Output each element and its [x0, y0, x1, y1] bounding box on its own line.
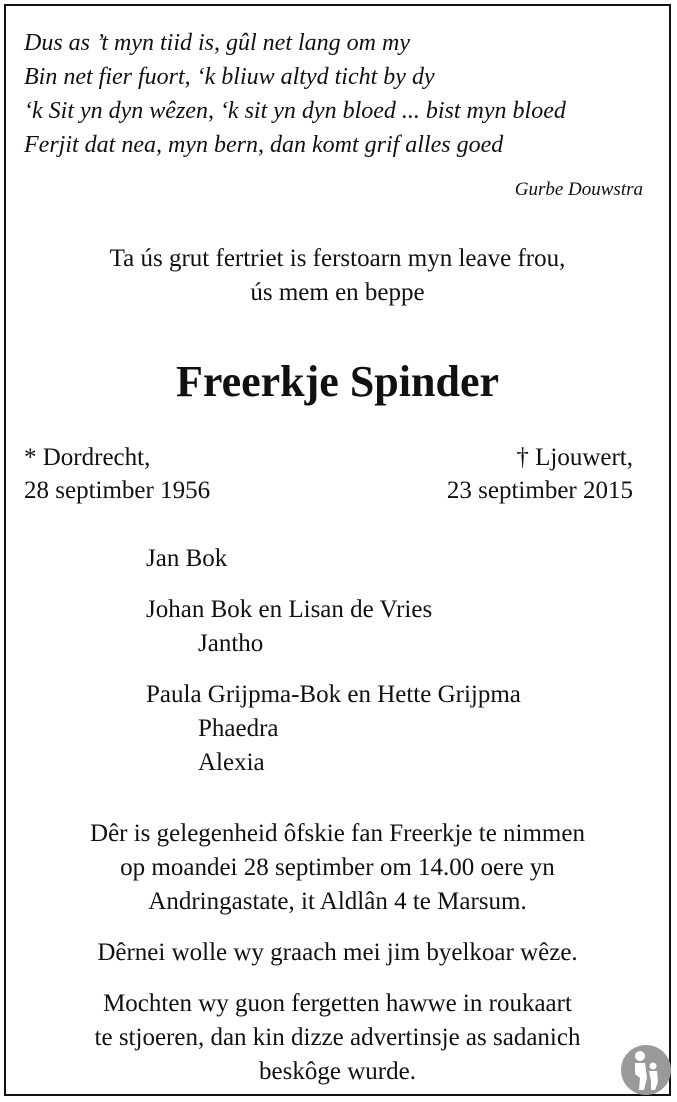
family-member: Johan Bok en Lisan de Vries [146, 596, 433, 623]
poem-line-4: Ferjit dat nea, myn bern, dan komt grif alles goed [24, 132, 504, 158]
family-member: Paula Grijpma-Bok en Hette Grijpma [146, 681, 521, 708]
family-grandchild: Alexia [198, 749, 265, 776]
closing-line-1: Mochten wy guon fergetten hawwe in roukaart [103, 990, 572, 1017]
death-place: † Ljouwert, [516, 444, 633, 471]
family-grandchild: Phaedra [198, 715, 279, 742]
family-member: Jan Bok [146, 545, 228, 572]
announcement-line-2: ús mem en beppe [250, 279, 425, 306]
farewell-line-3: Andringastate, it Aldlân 4 te Marsum. [148, 888, 527, 915]
closing-line-2: te stjoeren, dan kin dizze advertinsje as sadanich [94, 1024, 581, 1051]
closing-line-3: beskôge wurde. [259, 1058, 416, 1085]
obituary-card [4, 4, 671, 1096]
poem-author: Gurbe Douwstra [514, 179, 643, 200]
birth-place: * Dordrecht, [24, 444, 151, 471]
poem-line-1: Dus as ’t myn tiid is, gûl net lang om my [24, 30, 410, 56]
farewell-line-2: op moandei 28 septimber om 14.00 oere yn [120, 854, 555, 881]
poem-line-2: Bin net fier fuort, ‘k bliuw altyd ticht by dy [24, 64, 435, 90]
deceased-name: Freerkje Spinder [175, 357, 500, 406]
farewell-line-1: Dêr is gelegenheid ôfskie fan Freerkje te nimmen [90, 820, 585, 847]
birth-date: 28 septimber 1956 [24, 477, 211, 504]
memorial-logo-icon [620, 1044, 672, 1096]
poem-line-3: ‘k Sit yn dyn wêzen, ‘k sit yn dyn bloed ... bist myn bloed [24, 98, 566, 124]
family-grandchild: Jantho [198, 630, 264, 657]
death-date: 23 septimber 2015 [446, 477, 633, 504]
announcement-line-1: Ta ús grut fertriet is ferstoarn myn leave frou, [109, 245, 566, 272]
gathering-text: Dêrnei wolle wy graach mei jim byelkoar wêze. [97, 939, 578, 966]
